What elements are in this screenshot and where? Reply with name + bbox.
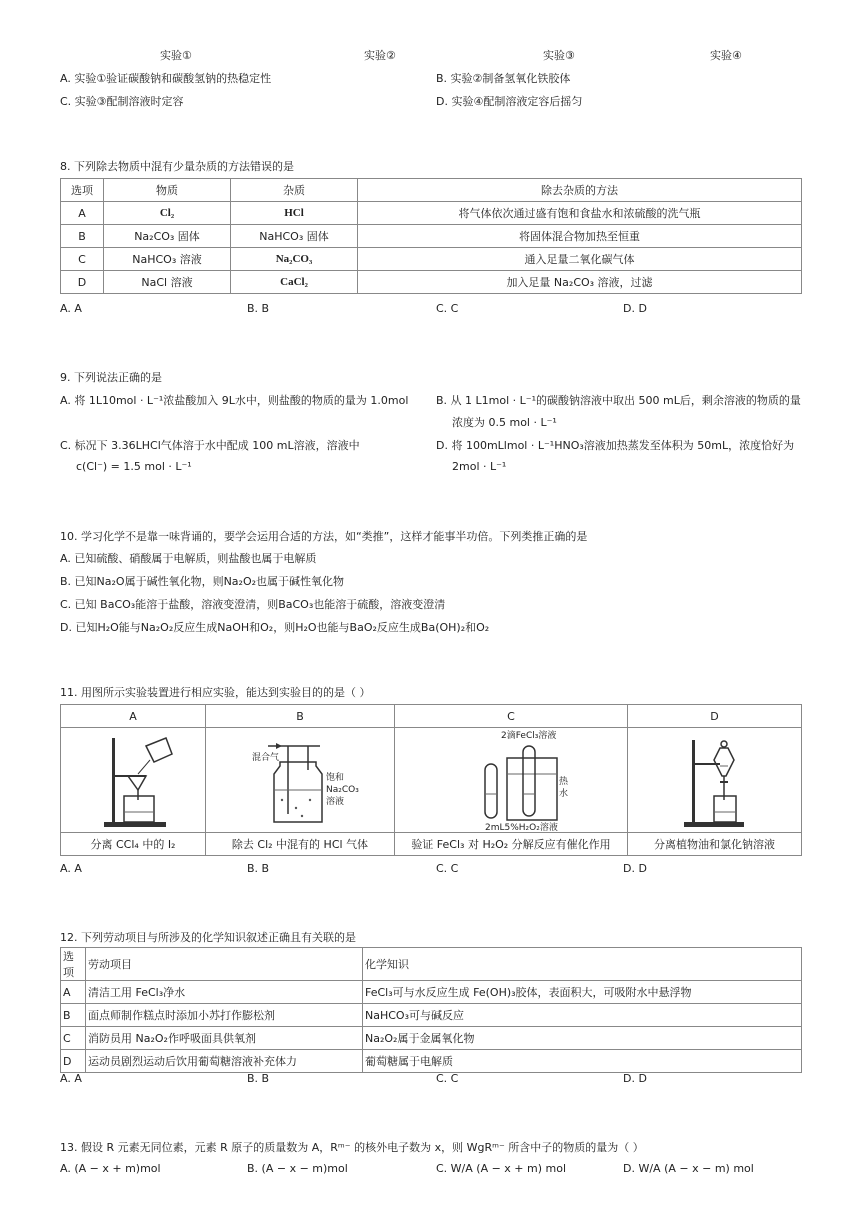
q7-option-b[interactable]: B. 实验②制备氢氧化铁胶体 xyxy=(436,72,571,85)
caption-cell: 验证 FeCl₃ 对 H₂O₂ 分解反应有催化作用 xyxy=(395,833,628,856)
q10-option-c[interactable]: C. 已知 BaCO₃能溶于盐酸，溶液变澄清，则BaCO₃也能溶于硫酸，溶液变澄清 xyxy=(60,598,446,611)
cell: HCl xyxy=(231,202,358,225)
table-header-row xyxy=(61,705,802,728)
table-row xyxy=(61,981,802,1004)
saturated-label: 饱和 xyxy=(326,773,345,783)
exp-label-1: 实验① xyxy=(160,49,192,62)
header-cell: D xyxy=(628,705,802,728)
q9-option-d-line2: 2mol · L⁻¹ xyxy=(452,460,507,473)
cell: NaHCO₃ 固体 xyxy=(231,225,358,248)
mixed-gas-label: 混合气 xyxy=(252,753,280,763)
q11-option-c[interactable]: C. C xyxy=(436,862,459,875)
q8-option-a[interactable]: A. A xyxy=(60,302,82,315)
table-row xyxy=(61,1027,802,1050)
catalysis-experiment-figure xyxy=(431,728,591,832)
cell: A xyxy=(61,981,86,1004)
table-header-row xyxy=(61,179,802,202)
header-cell: B xyxy=(206,705,395,728)
q9-option-c-line2: c(Cl⁻) = 1.5 mol · L⁻¹ xyxy=(76,460,192,473)
q10-option-d[interactable]: D. 已知H₂O能与Na₂O₂反应生成NaOH和O₂，则H₂O也能与BaO₂反应生成Ba(OH)₂和O₂ xyxy=(60,621,490,634)
q9-option-b-line2: 浓度为 0.5 mol · L⁻¹ xyxy=(452,416,557,429)
cell: NaHCO₃可与碱反应 xyxy=(363,1004,802,1027)
table-row xyxy=(61,271,802,294)
table-header-row xyxy=(61,948,802,981)
table-row xyxy=(61,202,802,225)
separatory-funnel-figure xyxy=(670,730,760,830)
cell: Na₂CO₃ xyxy=(231,248,358,271)
q13-option-d[interactable]: D. W/A (A − x − m) mol xyxy=(623,1162,754,1175)
water-label: 水 xyxy=(559,789,569,799)
cell: CaCl₂ xyxy=(231,271,358,294)
cell: 清洁工用 FeCl₃净水 xyxy=(86,981,363,1004)
table-row xyxy=(61,1050,802,1073)
caption-cell: 除去 Cl₂ 中混有的 HCl 气体 xyxy=(206,833,395,856)
cell: NaCl 溶液 xyxy=(104,271,231,294)
filtration-apparatus-figure xyxy=(88,730,178,830)
q9-option-a[interactable]: A. 将 1L10mol · L⁻¹浓盐酸加入 9L水中，则盐酸的物质的量为 1.0mol xyxy=(60,394,409,407)
q9-option-c[interactable]: C. 标况下 3.36LHCl气体溶于水中配成 100 mL溶液，溶液中 xyxy=(60,439,360,452)
exp-label-3: 实验③ xyxy=(543,49,575,62)
q8-table xyxy=(60,178,802,294)
cell: 通入足量二氧化碳气体 xyxy=(358,248,802,271)
cell: Cl₂ xyxy=(104,202,231,225)
header-cell: 物质 xyxy=(104,179,231,202)
q13-option-a[interactable]: A. (A − x + m)mol xyxy=(60,1162,161,1175)
cell: B xyxy=(61,225,104,248)
q13-option-b[interactable]: B. (A − x − m)mol xyxy=(247,1162,348,1175)
cell: 消防员用 Na₂O₂作呼吸面具供氧剂 xyxy=(86,1027,363,1050)
h2o2-solution-label: 2mL5%H₂O₂溶液 xyxy=(485,823,558,832)
figure-row xyxy=(61,728,802,833)
cell: 将气体依次通过盛有饱和食盐水和浓硫酸的洗气瓶 xyxy=(358,202,802,225)
exp-label-4: 实验④ xyxy=(710,49,742,62)
q11-option-b[interactable]: B. B xyxy=(247,862,270,875)
header-cell: A xyxy=(61,705,206,728)
header-cell: 除去杂质的方法 xyxy=(358,179,802,202)
figure-b xyxy=(206,728,395,833)
q7-option-d[interactable]: D. 实验④配制溶液定容后摇匀 xyxy=(436,95,583,108)
na2co3-label: Na₂CO₃ xyxy=(326,785,359,795)
q11-option-d[interactable]: D. D xyxy=(623,862,647,875)
cell: Na₂O₂属于金属氧化物 xyxy=(363,1027,802,1050)
hot-label: 热 xyxy=(559,777,569,787)
figure-c xyxy=(395,728,628,833)
q11-table xyxy=(60,704,802,856)
cell: 将固体混合物加热至恒重 xyxy=(358,225,802,248)
figure-a xyxy=(61,728,206,833)
solution-label: 溶液 xyxy=(326,797,345,807)
table-row xyxy=(61,248,802,271)
q12-option-c[interactable]: C. C xyxy=(436,1072,459,1085)
q9-stem: 9. 下列说法正确的是 xyxy=(60,371,162,384)
q10-stem: 10. 学习化学不是靠一味背诵的，要学会运用合适的方法，如“类推”，这样才能事半功倍。下列类推正确的是 xyxy=(60,530,588,543)
cell: 面点师制作糕点时添加小苏打作膨松剂 xyxy=(86,1004,363,1027)
header-cell: 选项 xyxy=(61,948,86,981)
cell: C xyxy=(61,248,104,271)
q8-stem: 8. 下列除去物质中混有少量杂质的方法错误的是 xyxy=(60,160,294,173)
q13-option-c[interactable]: C. W/A (A − x + m) mol xyxy=(436,1162,567,1175)
q10-option-b[interactable]: B. 已知Na₂O属于碱性氧化物，则Na₂O₂也属于碱性氧化物 xyxy=(60,575,345,588)
q12-option-d[interactable]: D. D xyxy=(623,1072,647,1085)
q10-option-a[interactable]: A. 已知硫酸、硝酸属于电解质，则盐酸也属于电解质 xyxy=(60,552,317,565)
q8-option-c[interactable]: C. C xyxy=(436,302,459,315)
header-cell: C xyxy=(395,705,628,728)
cell: 运动员剧烈运动后饮用葡萄糖溶液补充体力 xyxy=(86,1050,363,1073)
caption-cell: 分离 CCl₄ 中的 I₂ xyxy=(61,833,206,856)
fecl3-drops-label: 2滴FeCl₃溶液 xyxy=(501,731,557,741)
header-cell: 杂质 xyxy=(231,179,358,202)
cell: D xyxy=(61,271,104,294)
caption-cell: 分离植物油和氯化钠溶液 xyxy=(628,833,802,856)
header-cell: 选项 xyxy=(61,179,104,202)
table-row xyxy=(61,225,802,248)
caption-row xyxy=(61,833,802,856)
cell: 加入足量 Na₂CO₃ 溶液，过滤 xyxy=(358,271,802,294)
cell: 葡萄糖属于电解质 xyxy=(363,1050,802,1073)
q13-stem: 13. 假设 R 元素无同位素，元素 R 原子的质量数为 A，Rᵐ⁻ 的核外电子数为 x，则 WgRᵐ⁻ 所含中子的物质的量为（ ） xyxy=(60,1141,644,1154)
q8-option-d[interactable]: D. D xyxy=(623,302,647,315)
q12-option-a[interactable]: A. A xyxy=(60,1072,82,1085)
cell: FeCl₃可与水反应生成 Fe(OH)₃胶体，表面积大，可吸附水中悬浮物 xyxy=(363,981,802,1004)
header-cell: 劳动项目 xyxy=(86,948,363,981)
q11-stem: 11. 用图所示实验装置进行相应实验，能达到实验目的的是（ ） xyxy=(60,686,371,699)
exp-label-2: 实验② xyxy=(364,49,396,62)
gas-washing-bottle-figure xyxy=(230,730,370,830)
q12-stem: 12. 下列劳动项目与所涉及的化学知识叙述正确且有关联的是 xyxy=(60,931,356,944)
cell: C xyxy=(61,1027,86,1050)
q12-table xyxy=(60,947,802,1073)
q7-option-c[interactable]: C. 实验③配制溶液时定容 xyxy=(60,95,184,108)
q7-option-a[interactable]: A. 实验①验证碳酸钠和碳酸氢钠的热稳定性 xyxy=(60,72,272,85)
q9-option-d[interactable]: D. 将 100mLlmol · L⁻¹HNO₃溶液加热蒸发至体积为 50mL，浓度恰好为 xyxy=(436,439,795,452)
cell: NaHCO₃ 溶液 xyxy=(104,248,231,271)
cell: A xyxy=(61,202,104,225)
cell: Na₂CO₃ 固体 xyxy=(104,225,231,248)
figure-d xyxy=(628,728,802,833)
q8-option-b[interactable]: B. B xyxy=(247,302,270,315)
q11-option-a[interactable]: A. A xyxy=(60,862,82,875)
q12-option-b[interactable]: B. B xyxy=(247,1072,270,1085)
q9-option-b[interactable]: B. 从 1 L1mol · L⁻¹的碳酸钠溶液中取出 500 mL后，剩余溶液的物质的量 xyxy=(436,394,801,407)
cell: D xyxy=(61,1050,86,1073)
table-row xyxy=(61,1004,802,1027)
cell: B xyxy=(61,1004,86,1027)
header-cell: 化学知识 xyxy=(363,948,802,981)
